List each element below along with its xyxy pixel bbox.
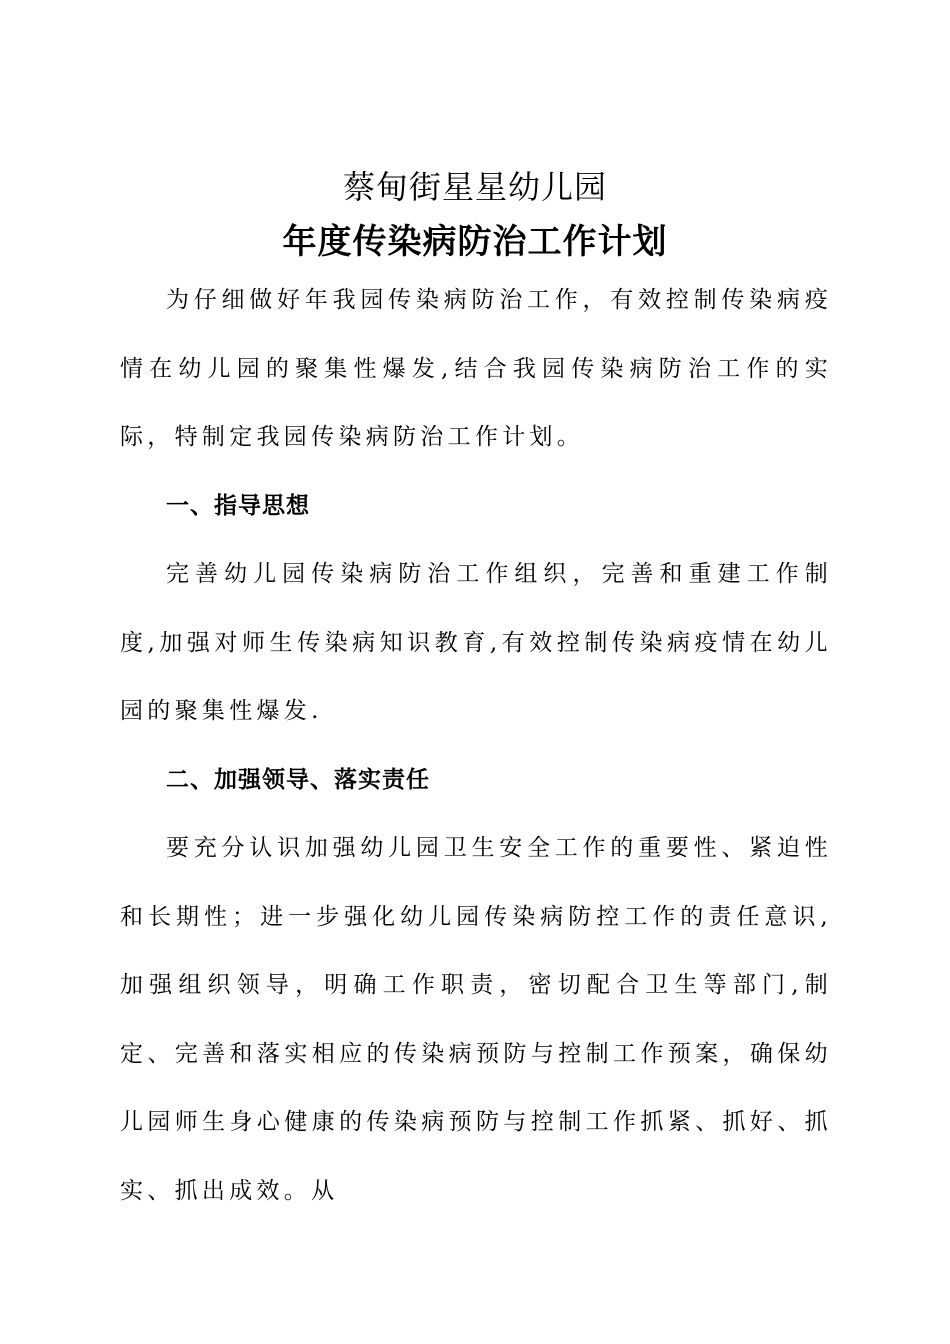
- intro-paragraph: 为仔细做好年我园传染病防治工作，有效控制传染病疫情在幼儿园的聚集性爆发,结合我园传染病防治工作的实际，特制定我园传染病防治工作计划。: [120, 287, 832, 450]
- section-heading-guiding-ideology: 一、指导思想: [166, 492, 310, 519]
- document-title-line1: 蔡甸街星星幼儿园: [342, 168, 607, 206]
- section-heading-leadership: 二、加强领导、落实责任: [166, 766, 430, 793]
- document-body: [120, 266, 832, 1225]
- section-paragraph-guiding-ideology: 完善幼儿园传染病防治工作组织，完善和重建工作制度,加强对师生传染病知识教育,有效控制传染病疫情在幼儿园的聚集性爆发.: [120, 561, 832, 724]
- document-title-line2: 年度传染病防治工作计划: [282, 222, 668, 262]
- section-paragraph-leadership: 要充分认识加强幼儿园卫生安全工作的重要性、紧迫性和长期性；进一步强化幼儿园传染病防控工作的责任意识,加强组织领导，明确工作职责，密切配合卫生等部门,制定、完善和落实相应的传染病预防与控制工作预案，确保幼儿园师生身心健康的传染病预防与控制工作抓紧、抓好、抓实、抓出成效。从: [120, 835, 832, 1204]
